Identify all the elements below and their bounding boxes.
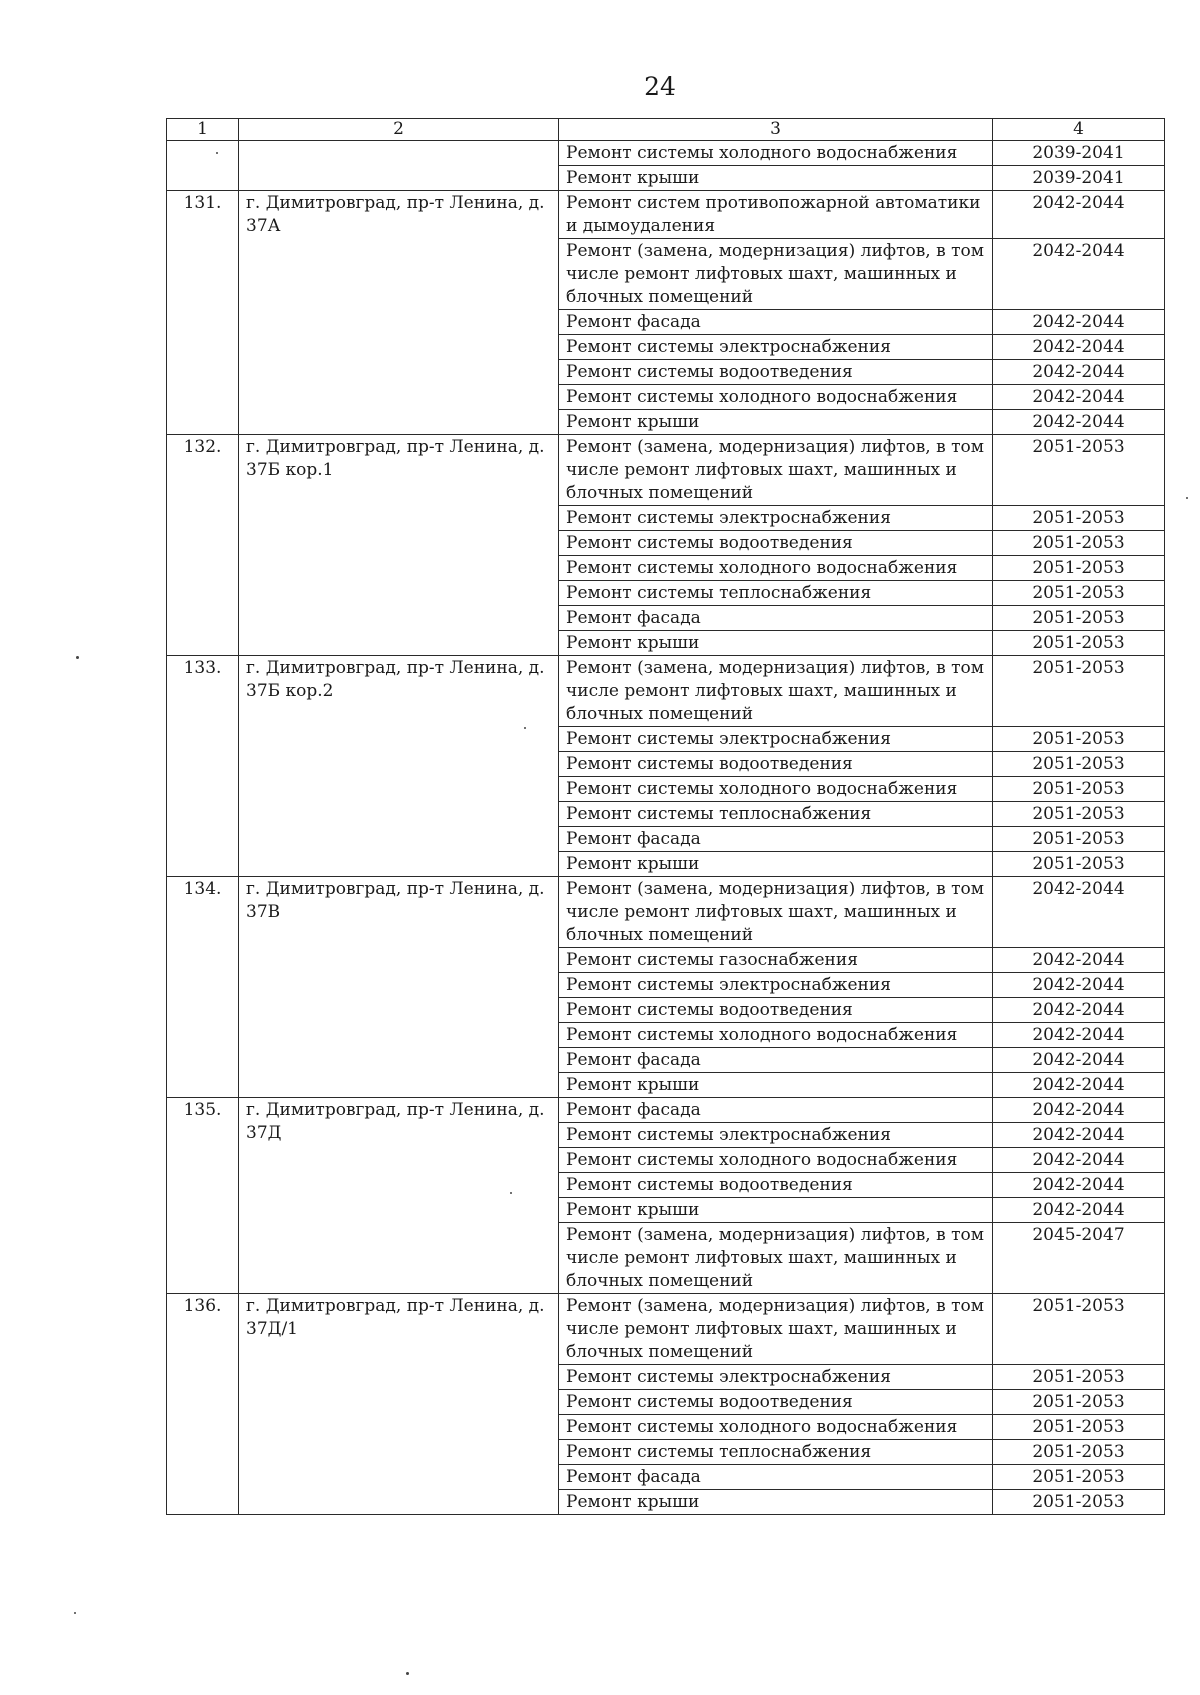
period-cell: 2042-2044 — [993, 385, 1165, 410]
work-type-cell: Ремонт (замена, модернизация) лифтов, в том числе ремонт лифтовых шахт, машинных и блочных помещений — [559, 435, 993, 506]
period-cell: 2051-2053 — [993, 1294, 1165, 1365]
address-cell: г. Димитровград, пр-т Ленина, д. 37А — [239, 191, 559, 435]
work-type-cell: Ремонт системы холодного водоснабжения — [559, 1415, 993, 1440]
work-type-cell: Ремонт крыши — [559, 1490, 993, 1515]
entry-number-cell: 132. — [167, 435, 239, 656]
period-cell: 2042-2044 — [993, 877, 1165, 948]
work-type-cell: Ремонт системы холодного водоснабжения — [559, 141, 993, 166]
scan-speck — [216, 152, 218, 154]
work-type-cell: Ремонт системы водоотведения — [559, 360, 993, 385]
period-cell: 2039-2041 — [993, 141, 1165, 166]
table-row — [167, 435, 1165, 506]
work-type-cell: Ремонт крыши — [559, 410, 993, 435]
period-cell: 2042-2044 — [993, 973, 1165, 998]
work-type-cell: Ремонт фасада — [559, 310, 993, 335]
period-cell: 2051-2053 — [993, 556, 1165, 581]
period-cell: 2051-2053 — [993, 631, 1165, 656]
work-type-cell: Ремонт системы холодного водоснабжения — [559, 385, 993, 410]
period-cell: 2051-2053 — [993, 1440, 1165, 1465]
work-type-cell: Ремонт крыши — [559, 1198, 993, 1223]
entry-number-cell: 131. — [167, 191, 239, 435]
period-cell: 2051-2053 — [993, 827, 1165, 852]
period-cell: 2042-2044 — [993, 360, 1165, 385]
table-row — [167, 656, 1165, 727]
table-row — [167, 877, 1165, 948]
work-type-cell: Ремонт системы водоотведения — [559, 531, 993, 556]
period-cell: 2042-2044 — [993, 191, 1165, 239]
column-header-period: 4 — [993, 119, 1165, 141]
address-cell — [239, 141, 559, 191]
period-cell: 2042-2044 — [993, 310, 1165, 335]
work-type-cell: Ремонт крыши — [559, 1073, 993, 1098]
entry-number-cell: 133. — [167, 656, 239, 877]
work-type-cell: Ремонт системы водоотведения — [559, 752, 993, 777]
work-type-cell: Ремонт системы электроснабжения — [559, 727, 993, 752]
period-cell: 2051-2053 — [993, 1390, 1165, 1415]
period-cell: 2051-2053 — [993, 656, 1165, 727]
work-type-cell: Ремонт фасада — [559, 606, 993, 631]
work-type-cell: Ремонт системы холодного водоснабжения — [559, 1023, 993, 1048]
work-type-cell: Ремонт системы теплоснабжения — [559, 581, 993, 606]
scan-speck — [510, 1192, 512, 1194]
entry-number-cell: 136. — [167, 1294, 239, 1515]
work-type-cell: Ремонт системы теплоснабжения — [559, 802, 993, 827]
table-row — [167, 1098, 1165, 1123]
work-type-cell: Ремонт (замена, модернизация) лифтов, в том числе ремонт лифтовых шахт, машинных и блочных помещений — [559, 1294, 993, 1365]
period-cell: 2042-2044 — [993, 948, 1165, 973]
work-type-cell: Ремонт системы теплоснабжения — [559, 1440, 993, 1465]
address-cell: г. Димитровград, пр-т Ленина, д. 37Д — [239, 1098, 559, 1294]
scan-speck — [406, 1672, 409, 1675]
table-header — [167, 119, 1165, 141]
address-cell: г. Димитровград, пр-т Ленина, д. 37Б кор.1 — [239, 435, 559, 656]
work-type-cell: Ремонт системы водоотведения — [559, 1390, 993, 1415]
address-cell: г. Димитровград, пр-т Ленина, д. 37Д/1 — [239, 1294, 559, 1515]
period-cell: 2051-2053 — [993, 606, 1165, 631]
column-header-work: 3 — [559, 119, 993, 141]
period-cell: 2051-2053 — [993, 531, 1165, 556]
entry-number-cell: 135. — [167, 1098, 239, 1294]
period-cell: 2051-2053 — [993, 752, 1165, 777]
scan-speck — [524, 727, 526, 729]
work-type-cell: Ремонт системы электроснабжения — [559, 335, 993, 360]
work-type-cell: Ремонт фасада — [559, 1048, 993, 1073]
scan-speck — [76, 656, 79, 659]
work-type-cell: Ремонт системы холодного водоснабжения — [559, 777, 993, 802]
period-cell: 2042-2044 — [993, 1023, 1165, 1048]
period-cell: 2051-2053 — [993, 1365, 1165, 1390]
work-type-cell: Ремонт крыши — [559, 166, 993, 191]
work-type-cell: Ремонт (замена, модернизация) лифтов, в том числе ремонт лифтовых шахт, машинных и блочных помещений — [559, 877, 993, 948]
period-cell: 2051-2053 — [993, 727, 1165, 752]
work-type-cell: Ремонт (замена, модернизация) лифтов, в том числе ремонт лифтовых шахт, машинных и блочных помещений — [559, 239, 993, 310]
period-cell: 2042-2044 — [993, 335, 1165, 360]
column-header-address: 2 — [239, 119, 559, 141]
work-type-cell: Ремонт крыши — [559, 852, 993, 877]
period-cell: 2042-2044 — [993, 410, 1165, 435]
table-body — [167, 141, 1165, 1515]
period-cell: 2051-2053 — [993, 506, 1165, 531]
period-cell: 2051-2053 — [993, 1490, 1165, 1515]
period-cell: 2042-2044 — [993, 1098, 1165, 1123]
work-type-cell: Ремонт системы электроснабжения — [559, 1123, 993, 1148]
repair-schedule-table — [166, 118, 1165, 1515]
work-type-cell: Ремонт (замена, модернизация) лифтов, в том числе ремонт лифтовых шахт, машинных и блочных помещений — [559, 656, 993, 727]
header-row — [167, 119, 1165, 141]
period-cell: 2051-2053 — [993, 777, 1165, 802]
table-row — [167, 191, 1165, 239]
work-type-cell: Ремонт системы холодного водоснабжения — [559, 1148, 993, 1173]
work-type-cell: Ремонт системы электроснабжения — [559, 1365, 993, 1390]
work-type-cell: Ремонт крыши — [559, 631, 993, 656]
work-type-cell: Ремонт системы холодного водоснабжения — [559, 556, 993, 581]
work-type-cell: Ремонт фасада — [559, 1098, 993, 1123]
period-cell: 2051-2053 — [993, 1465, 1165, 1490]
work-type-cell: Ремонт системы электроснабжения — [559, 506, 993, 531]
work-type-cell: Ремонт системы водоотведения — [559, 998, 993, 1023]
period-cell: 2039-2041 — [993, 166, 1165, 191]
period-cell: 2042-2044 — [993, 1123, 1165, 1148]
period-cell: 2042-2044 — [993, 1198, 1165, 1223]
scan-speck — [74, 1612, 76, 1614]
table-row — [167, 1294, 1165, 1365]
address-cell: г. Димитровград, пр-т Ленина, д. 37Б кор.2 — [239, 656, 559, 877]
work-type-cell: Ремонт системы газоснабжения — [559, 948, 993, 973]
table-row — [167, 141, 1165, 166]
period-cell: 2042-2044 — [993, 998, 1165, 1023]
entry-number-cell: 134. — [167, 877, 239, 1098]
period-cell: 2042-2044 — [993, 1173, 1165, 1198]
work-type-cell: Ремонт системы водоотведения — [559, 1173, 993, 1198]
work-type-cell: Ремонт системы электроснабжения — [559, 973, 993, 998]
work-type-cell: Ремонт систем противопожарной автоматики и дымоудаления — [559, 191, 993, 239]
entry-number-cell — [167, 141, 239, 191]
work-type-cell: Ремонт фасада — [559, 827, 993, 852]
scan-speck — [1186, 497, 1188, 499]
address-cell: г. Димитровград, пр-т Ленина, д. 37В — [239, 877, 559, 1098]
page-number: 24 — [644, 72, 676, 101]
period-cell: 2051-2053 — [993, 852, 1165, 877]
period-cell: 2042-2044 — [993, 1073, 1165, 1098]
period-cell: 2042-2044 — [993, 239, 1165, 310]
period-cell: 2051-2053 — [993, 581, 1165, 606]
work-type-cell: Ремонт (замена, модернизация) лифтов, в том числе ремонт лифтовых шахт, машинных и блочных помещений — [559, 1223, 993, 1294]
period-cell: 2045-2047 — [993, 1223, 1165, 1294]
period-cell: 2051-2053 — [993, 802, 1165, 827]
period-cell: 2042-2044 — [993, 1148, 1165, 1173]
period-cell: 2051-2053 — [993, 435, 1165, 506]
period-cell: 2042-2044 — [993, 1048, 1165, 1073]
work-type-cell: Ремонт фасада — [559, 1465, 993, 1490]
period-cell: 2051-2053 — [993, 1415, 1165, 1440]
column-header-number: 1 — [167, 119, 239, 141]
